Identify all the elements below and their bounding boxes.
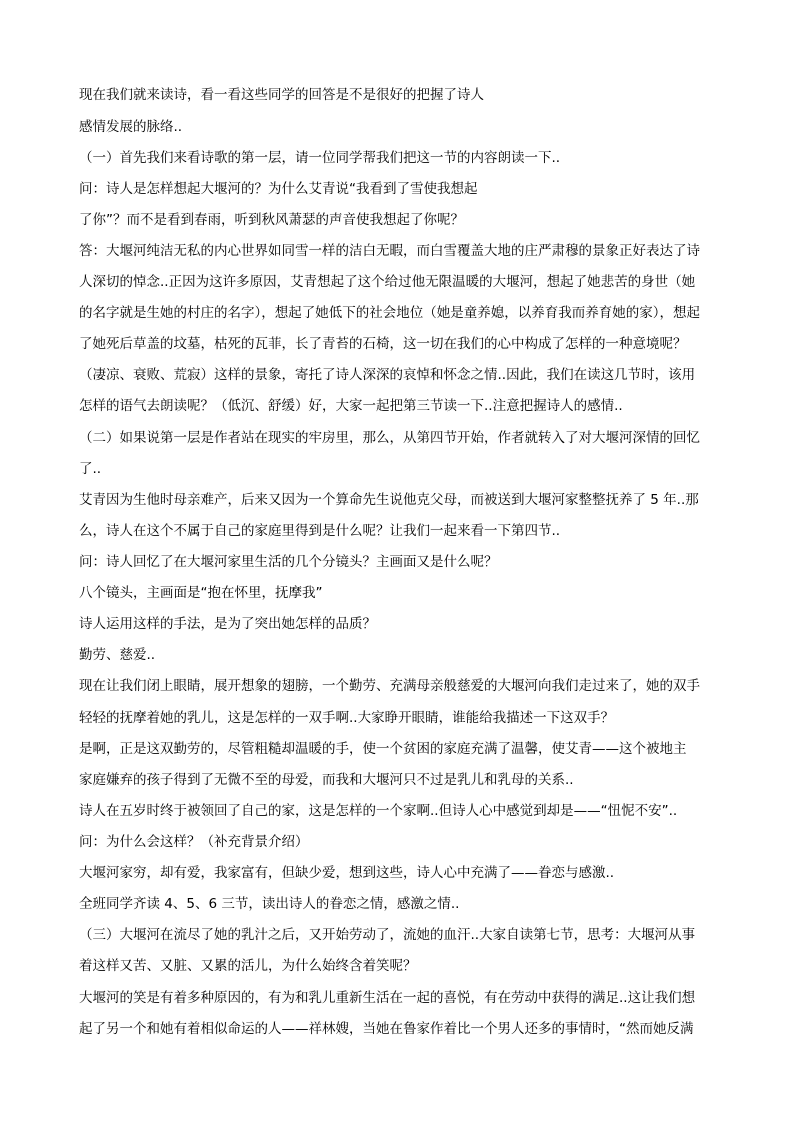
text-line: 么，诗人在这个不属于自己的家庭里得到是什么呢？让我们一起来看一下第四节.. (79, 523, 561, 539)
text-line: 问：为什么会这样？（补充背景介绍） (79, 834, 309, 850)
text-line: 了她死后草盖的坟墓，枯死的瓦菲，长了青苔的石椅，这一切在我们的心中构成了怎样的一种意境呢？ (79, 336, 687, 352)
text-line: 怎样的语气去朗读呢？（低沉、舒缓）好，大家一起把第三节读一下..注意把握诗人的感情.. (79, 398, 623, 414)
text-line: 是啊，正是这双勤劳的，尽管粗糙却温暖的手，使一个贫困的家庭充满了温馨，使艾青——这个被地主 (79, 741, 687, 757)
text-line: 人深切的悼念..正因为这许多原因，艾青想起了这个给过他无限温暖的大堰河，想起了她悲苦的身世（她 (79, 274, 696, 290)
text-line: 了.. (79, 461, 102, 477)
text-line: 现在让我们闭上眼睛，展开想象的翅膀，一个勤劳、充满母亲般慈爱的大堰河向我们走过来了，她的双手 (79, 678, 700, 694)
text-line: 大堰河家穷，却有爱，我家富有，但缺少爱，想到这些，诗人心中充满了——眷恋与感激.. (79, 865, 615, 881)
text-line: 全班同学齐读 4、5、6 三节，读出诗人的眷恋之情，感激之情.. (79, 896, 460, 912)
text-line: 艾青因为生他时母亲难产，后来又因为一个算命先生说他克父母，而被送到大堰河家整整抚养了 5 年..那 (79, 492, 699, 508)
text-line: 大堰河的笑是有着多种原因的，有为和乳儿重新生活在一起的喜悦，有在劳动中获得的满足..这让我们想 (79, 990, 696, 1006)
text-line: （二）如果说第一层是作者站在现实的牢房里，那么，从第四节开始，作者就转入了对大堰河深情的回忆 (79, 430, 700, 446)
text-line: 现在我们就来读诗，看一看这些同学的回答是不是很好的把握了诗人 (79, 87, 484, 103)
text-line: 勤劳、慈爱.. (79, 647, 156, 663)
text-line: （三）大堰河在流尽了她的乳汁之后，又开始劳动了，流她的血汗..大家自读第七节，思考：大堰河从事 (79, 927, 696, 943)
text-line: 轻轻的抚摩着她的乳儿，这是怎样的一双手啊..大家睁开眼睛，谁能给我描述一下这双手？ (79, 710, 615, 726)
text-line: （一）首先我们来看诗歌的第一层，请一位同学帮我们把这一节的内容朗读一下.. (79, 150, 561, 166)
text-line: 诗人运用这样的手法，是为了突出她怎样的品质？ (79, 616, 376, 632)
text-line: 问：诗人是怎样想起大堰河的？为什么艾青说“我看到了雪使我想起 (79, 181, 478, 197)
text-line: （凄凉、衰败、荒寂）这样的景象，寄托了诗人深深的哀悼和怀念之情..因此，我们在读这几节时，该用 (79, 367, 696, 383)
text-line: 起了另一个和她有着相似命运的人——祥林嫂，当她在鲁家作着比一个男人还多的事情时，“然而她反满 (79, 1021, 694, 1037)
text-line: 了你”？而不是看到春雨，听到秋风萧瑟的声音使我想起了你呢？ (79, 212, 464, 228)
text-line: 着这样又苦、又脏、又累的活儿，为什么始终含着笑呢？ (79, 958, 417, 974)
text-line: 答：大堰河纯洁无私的内心世界如同雪一样的洁白无暇，而白雪覆盖大地的庄严肃穆的景象正好表达了诗 (79, 243, 700, 259)
text-line: 问：诗人回忆了在大堰河家里生活的几个分镜头？主画面又是什么呢？ (79, 554, 498, 570)
text-line: 家庭嫌弃的孩子得到了无微不至的母爱，而我和大堰河只不过是乳儿和乳母的关系.. (79, 772, 574, 788)
text-line: 八个镜头，主画面是“抱在怀里，抚摩我” (79, 585, 323, 601)
text-line: 的名字就是生她的村庄的名字），想起了她低下的社会地位（她是童养媳，以养育我而养育她的家），想起 (79, 305, 700, 321)
text-line: 诗人在五岁时终于被领回了自己的家，这是怎样的一个家啊..但诗人心中感觉到却是——“忸怩不安”.. (79, 803, 678, 819)
text-line: 感情发展的脉络.. (79, 119, 183, 135)
